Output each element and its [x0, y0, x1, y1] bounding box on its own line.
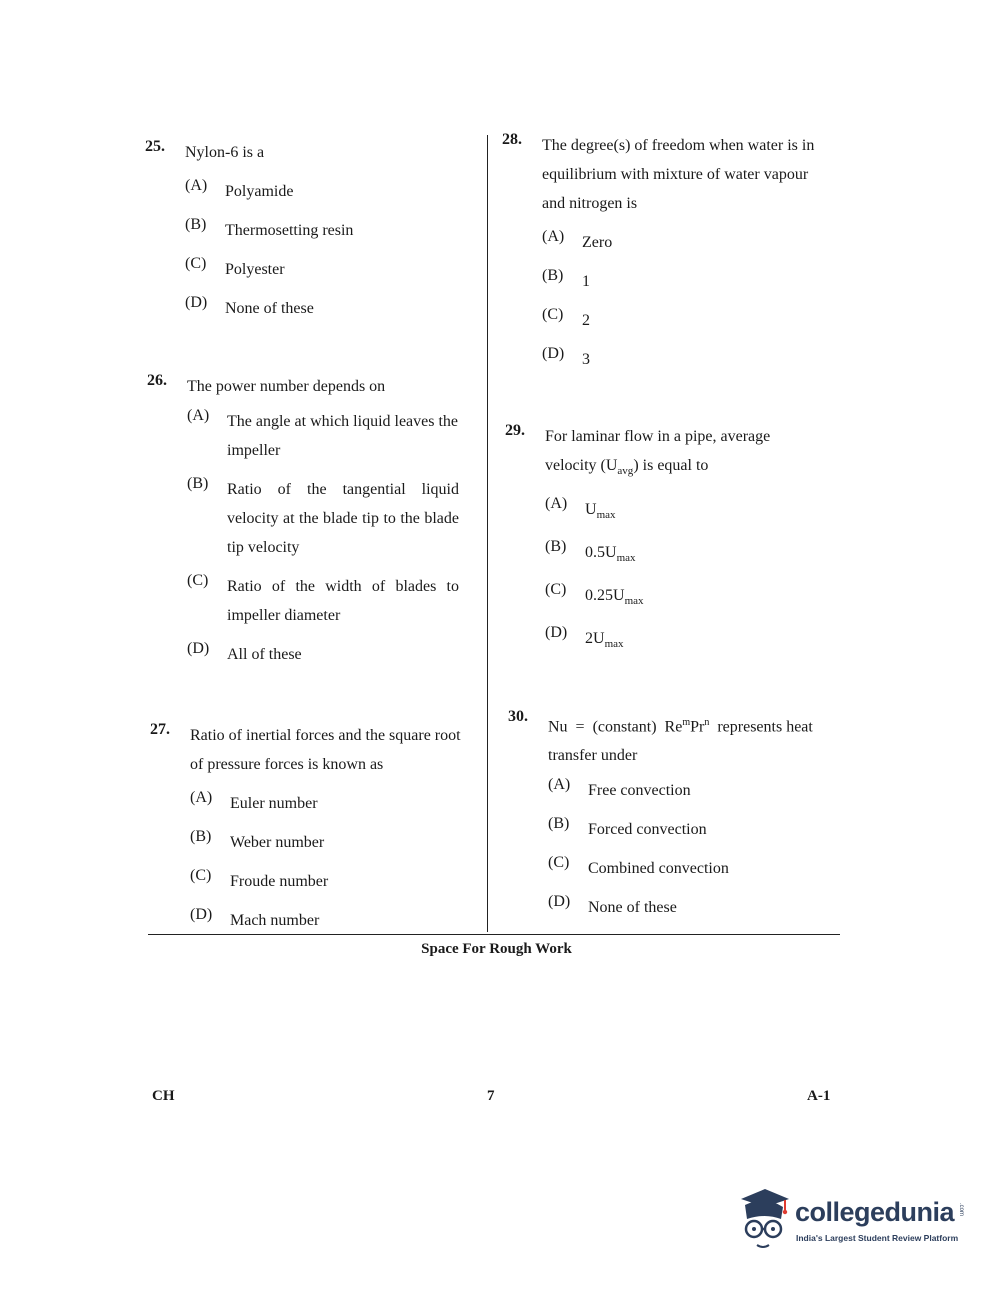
- logo-brand: collegedunia: [795, 1197, 955, 1227]
- option-d: (D) $2U_{max}$: [545, 624, 624, 651]
- question-stem: Nu = (constant) Re$^m$Pr$^n$ represents heat transfer under: [548, 717, 817, 765]
- option-c: (C) Polyester: [185, 255, 285, 278]
- question-number: 25.: [145, 138, 165, 155]
- question-number: 27.: [150, 721, 170, 738]
- logo-suffix: .com: [958, 1203, 964, 1217]
- column-divider: [487, 135, 488, 932]
- footer-booklet-code: A-1: [807, 1088, 831, 1104]
- option-c: (C) Ratio of the width of blades to impeller diameter: [187, 572, 459, 624]
- question-stem: For laminar flow in a pipe, average velocity $(U_{avg})$ is equal to: [545, 428, 771, 478]
- option-d: (D) All of these: [187, 640, 302, 663]
- question-number: 26.: [147, 372, 167, 389]
- logo-tagline: India's Largest Student Review Platform: [796, 1233, 959, 1243]
- rough-work-label: Space For Rough Work: [421, 941, 572, 957]
- option-c: (C) Combined convection: [548, 854, 729, 877]
- question-25: [145, 138, 475, 318]
- option-b: (B) Ratio of the tangential liquid velocity at the blade tip to the blade tip velocity: [187, 475, 459, 556]
- question-28: [502, 131, 832, 371]
- option-d: (D) 3: [542, 345, 590, 368]
- option-a: (A) Free convection: [548, 776, 691, 799]
- option-d: (D) None of these: [548, 893, 677, 916]
- option-c: (C) Froude number: [190, 867, 329, 890]
- question-26: [147, 372, 477, 672]
- option-b: (B) $0.5U_{max}$: [545, 538, 636, 565]
- question-stem: The power number depends on: [187, 378, 386, 395]
- option-a: (A) Polyamide: [185, 177, 294, 200]
- collegedunia-logo: [735, 1185, 965, 1255]
- option-b: (B) Weber number: [190, 828, 325, 851]
- question-number: 28.: [502, 131, 522, 148]
- option-d: (D) None of these: [185, 294, 314, 317]
- footer-page-number: 7: [487, 1088, 495, 1104]
- option-d: (D) Mach number: [190, 906, 320, 929]
- rough-work-divider: [148, 934, 840, 935]
- question-stem: Nylon-6 is a: [185, 144, 265, 161]
- option-b: (B) Thermosetting resin: [185, 216, 354, 239]
- question-30: [508, 708, 838, 928]
- option-c: (C) $0.25U_{max}$: [545, 581, 644, 608]
- option-a: (A) Zero: [542, 228, 613, 251]
- option-a: (A) Euler number: [190, 789, 318, 812]
- question-29: [505, 422, 835, 652]
- footer-subject-code: CH: [152, 1088, 175, 1104]
- question-number: 29.: [505, 422, 525, 439]
- option-b: (B) Forced convection: [548, 815, 707, 838]
- question-stem: The degree(s) of freedom when water is in equilibrium with mixture of water vapour and nitrogen is: [542, 137, 815, 212]
- question-stem: Ratio of inertial forces and the square root of pressure forces is known as: [190, 727, 461, 773]
- graduate-mascot-icon: [735, 1185, 793, 1255]
- option-b: (B) 1: [542, 267, 590, 290]
- option-a: (A) The angle at which liquid leaves the impeller: [187, 407, 459, 459]
- option-a: (A) $U_{max}$: [545, 495, 616, 522]
- option-c: (C) 2: [542, 306, 590, 329]
- question-number: 30.: [508, 708, 528, 725]
- question-27: [150, 721, 480, 931]
